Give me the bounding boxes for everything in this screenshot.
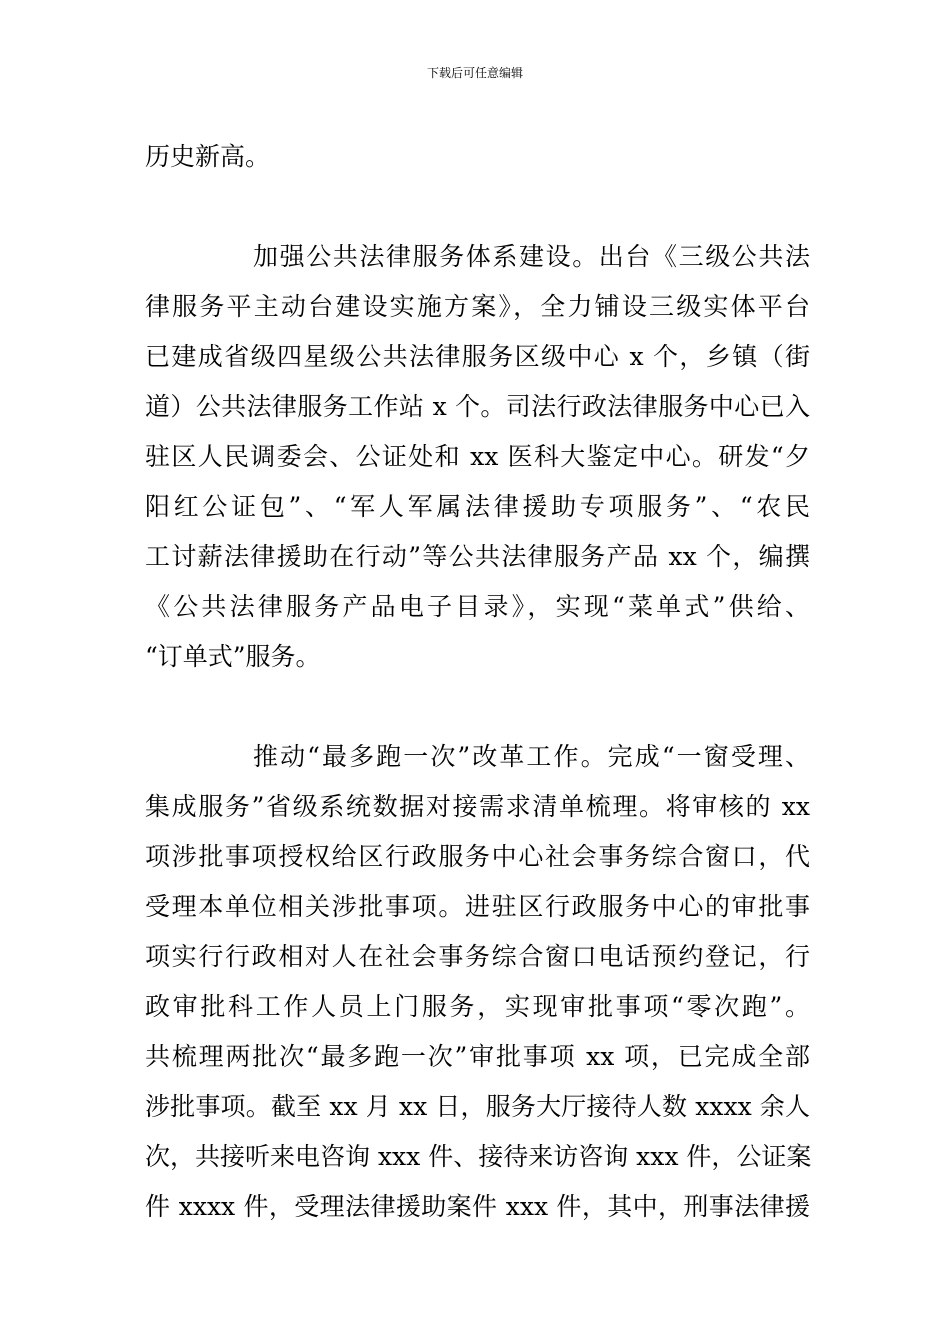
paragraph-1 (145, 132, 810, 182)
paragraph-2 (145, 232, 810, 682)
text-line: 历史新高。 (145, 142, 271, 171)
text-line: 道）公共法律服务工作站 x 个。司法行政法律服务中心已入 (145, 392, 810, 421)
text-line: 涉批事项。截至 xx 月 xx 日，服务大厅接待人数 xxxx 余人 (145, 1092, 810, 1121)
text-line: 驻区人民调委会、公证处和 xx 医科大鉴定中心。研发“夕 (145, 442, 810, 471)
text-line: 集成服务”省级系统数据对接需求清单梳理。将审核的 xx (145, 792, 810, 821)
text-line: 政审批科工作人员上门服务，实现审批事项“零次跑”。 (145, 992, 810, 1021)
paragraph-3 (145, 732, 810, 1232)
text-line: 受理本单位相关涉批事项。进驻区行政服务中心的审批事 (145, 892, 810, 921)
text-line: 次，共接听来电咨询 xxx 件、接待来访咨询 xxx 件，公证案 (145, 1142, 812, 1171)
page-header: 下载后可任意编辑 (426, 66, 523, 80)
text-line: 工讨薪法律援助在行动”等公共法律服务产品 xx 个，编撰 (145, 542, 810, 571)
text-line: “订单式”服务。 (145, 642, 321, 671)
text-line: 已建成省级四星级公共法律服务区级中心 x 个，乡镇（街 (145, 342, 810, 371)
text-line: 律服务平主动台建设实施方案》，全力铺设三级实体平台 (145, 292, 810, 321)
text-line: 阳红公证包”、“军人军属法律援助专项服务”、“农民 (145, 492, 810, 521)
paragraph-gap (145, 182, 810, 232)
text-line: 项涉批事项授权给区行政服务中心社会事务综合窗口，代 (145, 842, 810, 871)
text-line: 《公共法律服务产品电子目录》，实现“菜单式”供给、 (145, 592, 810, 621)
text-line: 件 xxxx 件，受理法律援助案件 xxx 件，其中，刑事法律援 (145, 1192, 810, 1221)
text-line: 推动“最多跑一次”改革工作。完成“一窗受理、 (253, 742, 810, 771)
text-line: 加强公共法律服务体系建设。出台《三级公共法 (253, 242, 810, 271)
document-body (145, 132, 810, 1232)
text-line: 项实行行政相对人在社会事务综合窗口电话预约登记，行 (145, 942, 810, 971)
text-line: 共梳理两批次“最多跑一次”审批事项 xx 项，已完成全部 (145, 1042, 810, 1071)
paragraph-gap (145, 682, 810, 732)
